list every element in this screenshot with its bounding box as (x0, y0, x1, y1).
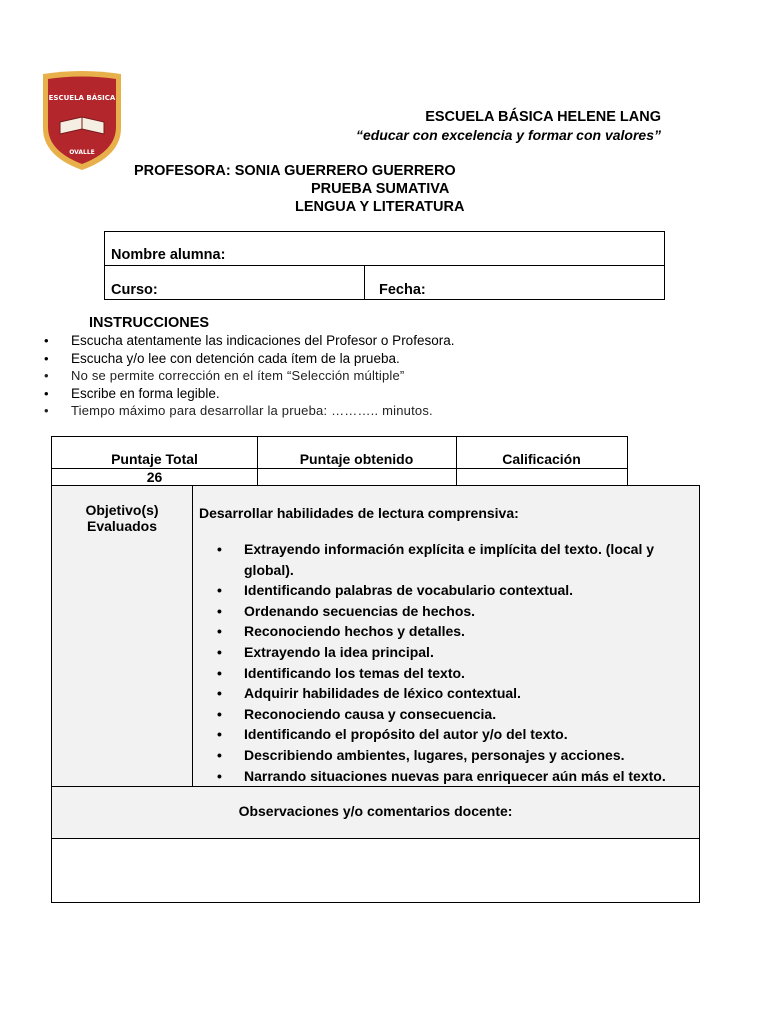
list-item: • Identificando el propósito del autor y/o del texto. (217, 724, 697, 745)
list-item: • Escucha y/o lee con detención cada ítem de la prueba. (44, 350, 454, 368)
score-header-total: Puntaje Total (111, 451, 198, 467)
list-item: • Identificando palabras de vocabulario contextual. (217, 580, 697, 601)
list-item: • Identificando los temas del texto. (217, 663, 697, 684)
student-name-field[interactable]: Nombre alumna: (111, 247, 226, 263)
list-item: • Adquirir habilidades de léxico contextual. (217, 683, 697, 704)
list-item: • Describiendo ambientes, lugares, personajes y acciones. (217, 745, 697, 766)
list-item: • Ordenando secuencias de hechos. (217, 601, 697, 622)
score-total-value: 26 (146, 469, 163, 485)
list-item: • Reconociendo causa y consecuencia. (217, 704, 697, 725)
score-header-obtained: Puntaje obtenido (299, 451, 414, 467)
test-type: PRUEBA SUMATIVA (311, 181, 450, 197)
crest-text-top: ESCUELA BÁSICA (48, 94, 116, 102)
objectives-label: Objetivo(s) Evaluados (85, 502, 159, 534)
objectives-row (52, 486, 699, 787)
subject-title: LENGUA Y LITERATURA (295, 199, 465, 215)
teacher-name: PROFESORA: SONIA GUERRERO GUERRERO (134, 163, 456, 179)
school-motto: “educar con excelencia y formar con valores” (355, 127, 661, 143)
course-field[interactable]: Curso: (111, 282, 158, 298)
student-info-box (104, 231, 665, 300)
list-item: • Reconociendo hechos y detalles. (217, 621, 697, 642)
observations-label: Observaciones y/o comentarios docente: (238, 803, 513, 819)
score-table (51, 436, 628, 487)
instructions-list (44, 332, 454, 420)
score-header-grade: Calificación (502, 451, 581, 467)
observations-row (52, 787, 699, 839)
date-field[interactable]: Fecha: (379, 282, 426, 298)
objectives-list (217, 539, 697, 786)
objectives-table (51, 485, 700, 903)
list-item: • Extrayendo la idea principal. (217, 642, 697, 663)
crest-text-bottom: OVALLE (69, 149, 95, 156)
observations-field[interactable] (52, 839, 699, 902)
objectives-intro: Desarrollar habilidades de lectura comprensiva: (199, 505, 519, 521)
list-item: • No se permite corrección en el ítem “Selección múltiple” (44, 367, 454, 385)
list-item: • Extrayendo información explícita e implícita del texto. (local y global). (217, 539, 697, 580)
list-item: • Escucha atentamente las indicaciones del Profesor o Profesora. (44, 332, 454, 350)
list-item: • Narrando situaciones nuevas para enriquecer aún más el texto. (217, 766, 697, 787)
instructions-title: INSTRUCCIONES (89, 315, 210, 331)
list-item: • Tiempo máximo para desarrollar la prueba: ……….. minutos. (44, 402, 454, 420)
school-name: ESCUELA BÁSICA HELENE LANG (425, 109, 661, 125)
list-item: • Escribe en forma legible. (44, 385, 454, 403)
